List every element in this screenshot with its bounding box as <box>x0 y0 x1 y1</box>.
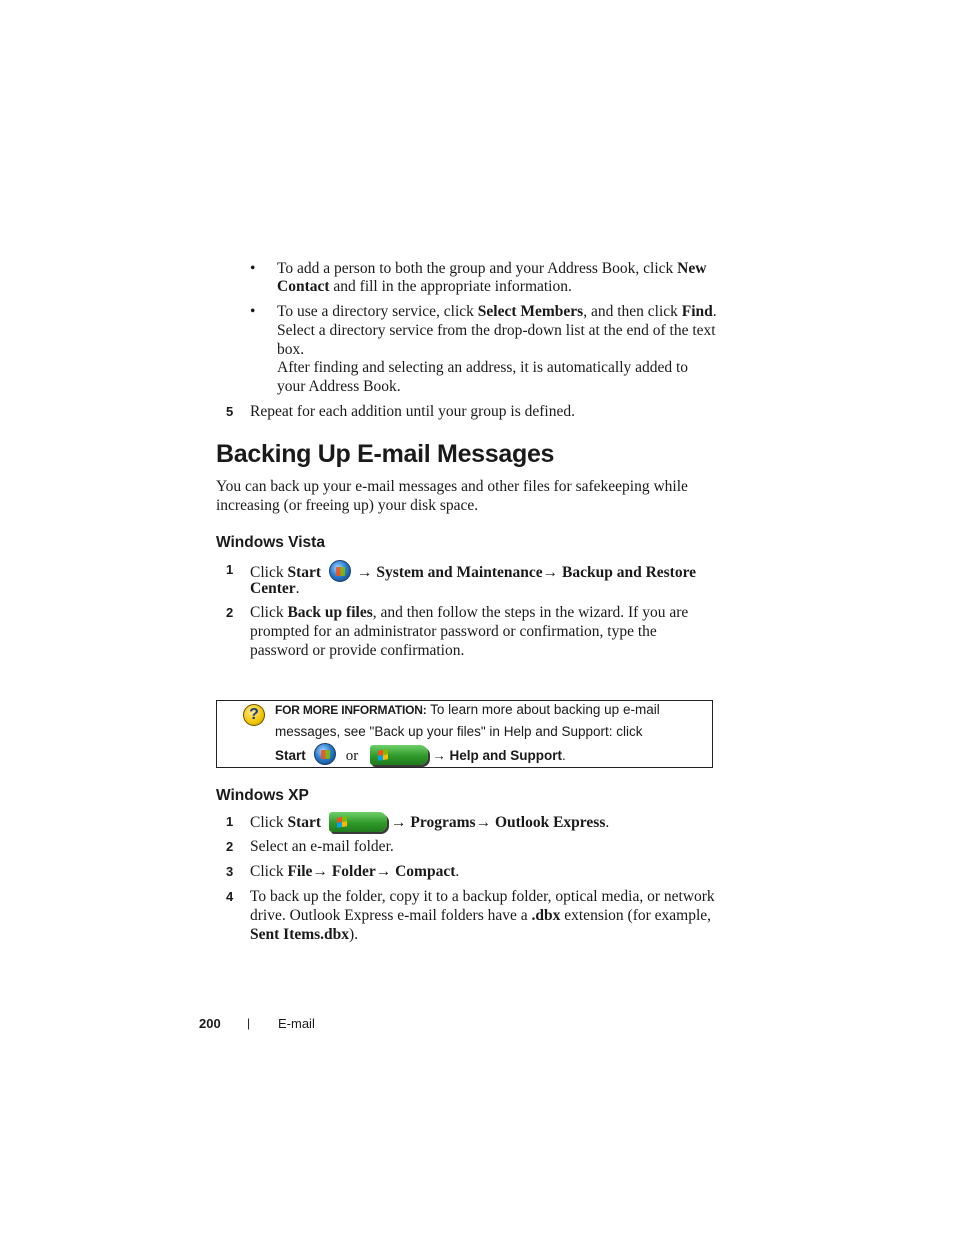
footer-separator: | <box>247 1016 251 1030</box>
step-number: 2 <box>226 839 234 854</box>
footer-section: E-mail <box>278 1016 315 1031</box>
bullet-text-line: After finding and selecting an address, it is automatically added to <box>277 359 689 376</box>
section-heading: Backing Up E-mail Messages <box>216 440 555 468</box>
intro-line: You can back up your e-mail messages and other files for safekeeping while <box>216 478 688 495</box>
bullet-text-line: Contact and fill in the appropriate information. <box>277 278 572 295</box>
bullet-text-line: your Address Book. <box>277 378 401 395</box>
step-text: prompted for an administrator password or confirmation, type the <box>250 623 657 640</box>
step-text: Select an e-mail folder. <box>250 838 394 855</box>
subheading-xp: Windows XP <box>216 787 309 804</box>
bullet-text-line: box. <box>277 341 305 358</box>
step-text: drive. Outlook Express e-mail folders have a .dbx extension (for example, <box>250 907 712 924</box>
step-number: 3 <box>226 864 234 879</box>
step-text: Click Back up files, and then follow the steps in the wizard. If you are <box>250 604 689 621</box>
step-text: Click File→ Folder→ Compact. <box>250 863 460 880</box>
step-text: password or provide confirmation. <box>250 642 465 659</box>
step-text: Center. <box>250 580 300 597</box>
note-line: messages, see "Back up your files" in Help and Support: click <box>275 724 643 739</box>
bullet-text-line: Select a directory service from the drop-down list at the end of the text <box>277 322 716 339</box>
note-line: Start or → Help and Support. <box>275 743 566 767</box>
note-line: FOR MORE INFORMATION: To learn more about backing up e-mail <box>275 702 660 717</box>
step-text: Repeat for each addition until your group is defined. <box>250 403 575 420</box>
windows-vista-start-icon <box>314 743 336 765</box>
windows-vista-start-icon <box>329 560 351 582</box>
bullet-text-line: To use a directory service, click Select Members, and then click Find. <box>277 303 717 320</box>
bullet-text-line: To add a person to both the group and your Address Book, click New <box>277 260 707 277</box>
step-number: 4 <box>226 889 234 904</box>
intro-line: increasing (or freeing up) your disk space. <box>216 497 479 514</box>
help-question-icon: ? <box>243 704 265 726</box>
step-number: 5 <box>226 404 234 419</box>
step-text: Click Start → System and Maintenance→ Backup and Restore <box>250 560 696 582</box>
windows-xp-start-button-icon <box>370 745 428 765</box>
step-number: 1 <box>226 814 234 829</box>
page-number: 200 <box>199 1016 221 1031</box>
step-text: Sent Items.dbx). <box>250 926 359 943</box>
windows-xp-start-button-icon <box>329 812 387 832</box>
bullet-mark: • <box>250 303 256 320</box>
subheading-vista: Windows Vista <box>216 534 325 551</box>
step-number: 1 <box>226 562 234 577</box>
step-number: 2 <box>226 605 234 620</box>
step-text: To back up the folder, copy it to a backup folder, optical media, or network <box>250 888 715 905</box>
step-text: Click Start → Programs→ Outlook Express. <box>250 814 610 831</box>
bullet-mark: • <box>250 260 256 277</box>
